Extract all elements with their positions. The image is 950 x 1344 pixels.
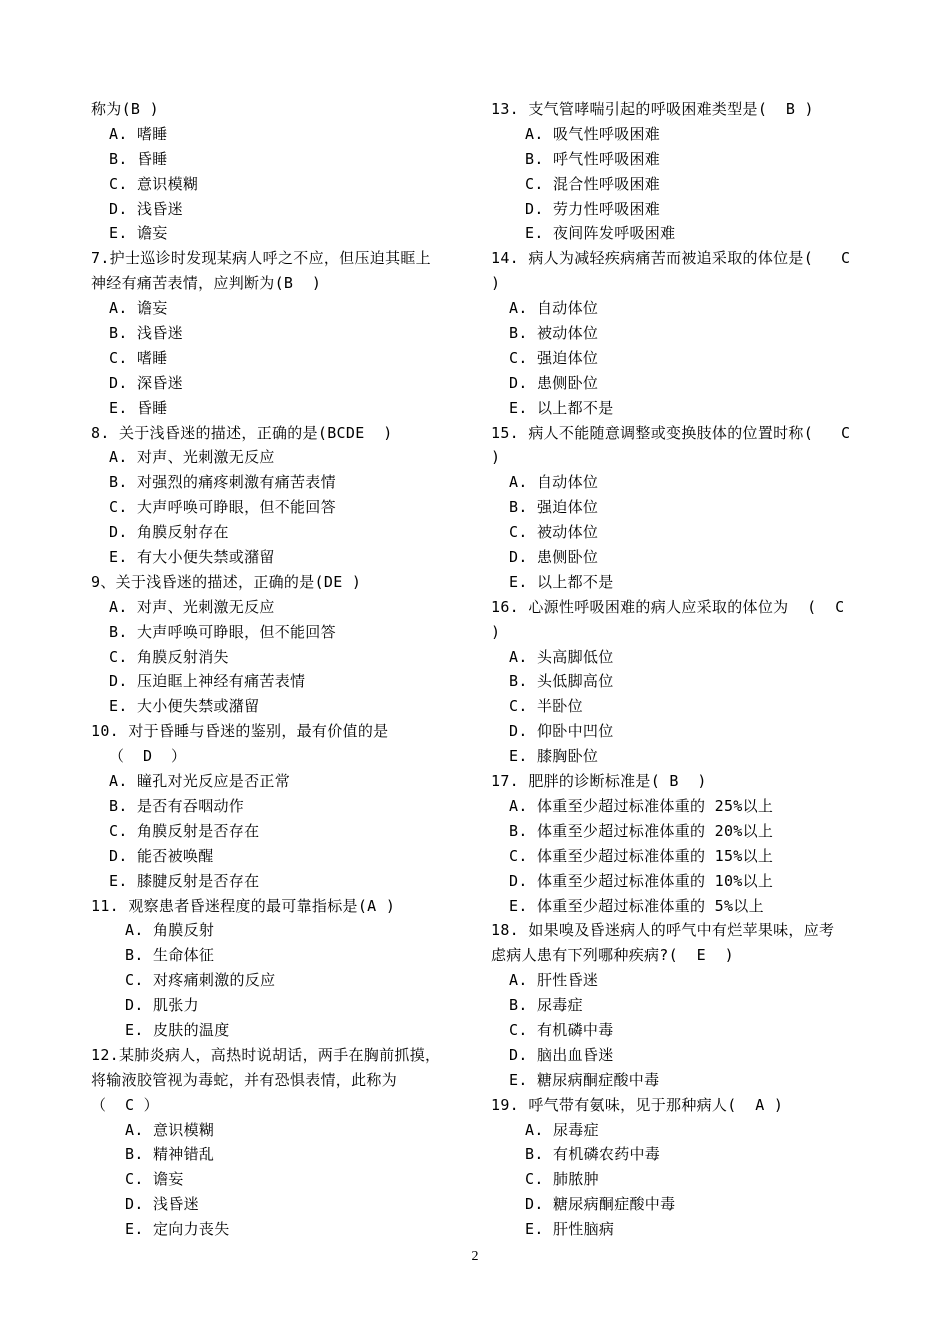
option-line: C. 角膜反射是否存在 [109,821,260,840]
question-line: 15. 病人不能随意调整或变换肢体的位置时称( C [491,423,851,442]
option-line: B. 强迫体位 [509,498,599,517]
option-line: A. 对声、光刺激无反应 [109,448,275,467]
question-line: 13. 支气管哮喘引起的呼吸困难类型是( B ) [491,100,814,118]
question-line: ) [491,274,501,293]
option-line: C. 有机磷中毒 [509,1020,614,1039]
option-line: E. 大小便失禁或潴留 [109,697,260,716]
option-line: C. 半卧位 [509,697,583,716]
question-line: 12.某肺炎病人，高热时说胡话，两手在胸前抓摸， [91,1045,441,1064]
option-line: C. 对疼痛刺激的反应 [125,971,276,990]
option-line: A. 角膜反射 [125,921,215,940]
option-line: C. 谵妄 [125,1170,184,1189]
option-line: D. 脑出血昏迷 [509,1045,614,1064]
option-line: B. 对强烈的痛疼刺激有痛苦表情 [109,473,336,492]
question-line: 7.护士巡诊时发现某病人呼之不应，但压迫其眶上 [91,249,431,268]
option-line: E. 夜间阵发呼吸困难 [525,224,676,243]
option-line: D. 能否被唤醒 [109,846,214,865]
question-line: 18. 如果嗅及昏迷病人的呼气中有烂苹果味，应考 [491,921,835,940]
option-line: B. 生命体征 [125,946,215,965]
option-line: B. 被动体位 [509,324,599,343]
question-line: 9、关于浅昏迷的描述，正确的是(DE ) [91,572,362,591]
option-line: A. 头高脚低位 [509,647,614,666]
page-number: 2 [471,1249,479,1264]
option-line: B. 浅昏迷 [109,324,183,343]
option-line: D. 患侧卧位 [509,373,599,392]
question-line: 11. 观察患者昏迷程度的最可靠指标是(A ) [91,896,396,915]
right-column [491,97,871,1242]
question-line: 8. 关于浅昏迷的描述，正确的是(BCDE ) [91,423,393,442]
option-line: A. 肝性昏迷 [509,971,599,990]
question-line: 称为(B ) [91,100,159,118]
option-line: C. 被动体位 [509,523,599,542]
option-line: B. 呼气性呼吸困难 [525,149,661,168]
option-line: D. 角膜反射存在 [109,523,229,542]
question-line: ) [491,622,501,641]
option-line: B. 昏睡 [109,149,168,168]
question-line: 虑病人患有下列哪种疾病?( E ) [491,946,734,965]
option-line: B. 大声呼唤可睁眼，但不能回答 [109,622,336,641]
option-line: B. 是否有吞咽动作 [109,796,245,815]
option-line: A. 吸气性呼吸困难 [525,124,661,143]
option-line: D. 浅昏迷 [125,1195,199,1214]
option-line: D. 压迫眶上神经有痛苦表情 [109,672,306,691]
option-line: D. 肌张力 [125,996,199,1015]
option-line: A. 意识模糊 [125,1120,215,1139]
option-line: E. 体重至少超过标准体重的 5%以上 [509,896,764,915]
option-line: C. 角膜反射消失 [109,647,229,666]
option-line: D. 仰卧中凹位 [509,722,614,741]
option-line: （ D ） [109,747,187,766]
option-line: C. 肺脓肿 [525,1170,599,1189]
option-line: C. 强迫体位 [509,348,599,367]
option-line: A. 自动体位 [509,299,599,318]
question-line: 10. 对于昏睡与昏迷的鉴别，最有价值的是 [91,722,389,741]
option-line: B. 头低脚高位 [509,672,614,691]
option-line: E. 定向力丧失 [125,1220,230,1239]
left-column [91,97,471,1242]
option-line: D. 深昏迷 [109,373,183,392]
option-line: E. 膝胸卧位 [509,747,599,766]
option-line: A. 对声、光刺激无反应 [109,597,275,616]
option-line: E. 昏睡 [109,398,168,417]
option-line: A. 谵妄 [109,299,168,318]
question-line: 17. 肥胖的诊断标准是( B ) [491,772,707,791]
question-line: （ C ） [91,1095,159,1114]
option-line: B. 精神错乱 [125,1145,215,1164]
option-line: C. 大声呼唤可睁眼，但不能回答 [109,498,336,517]
option-line: D. 糖尿病酮症酸中毒 [525,1195,676,1214]
option-line: C. 混合性呼吸困难 [525,174,661,193]
question-line: ) [491,448,501,467]
question-line: 16. 心源性呼吸困难的病人应采取的体位为 ( C [491,597,845,616]
option-line: A. 体重至少超过标准体重的 25%以上 [509,796,774,815]
option-line: B. 尿毒症 [509,996,583,1015]
option-line: D. 体重至少超过标准体重的 10%以上 [509,871,774,890]
question-line: 将输液胶管视为毒蛇，并有恐惧表情，此称为 [91,1070,398,1089]
option-line: E. 有大小便失禁或潴留 [109,548,275,567]
option-line: C. 体重至少超过标准体重的 15%以上 [509,846,774,865]
option-line: B. 有机磷农药中毒 [525,1145,661,1164]
option-line: B. 体重至少超过标准体重的 20%以上 [509,821,774,840]
option-line: D. 患侧卧位 [509,548,599,567]
question-line: 14. 病人为减轻疾病痛苦而被追采取的体位是( C [491,249,851,268]
option-line: A. 瞳孔对光反应是否正常 [109,772,290,791]
option-line: E. 以上都不是 [509,398,614,417]
option-line: A. 自动体位 [509,473,599,492]
option-line: C. 嗜睡 [109,348,168,367]
option-line: A. 嗜睡 [109,124,168,143]
option-line: D. 浅昏迷 [109,199,183,218]
option-line: E. 肝性脑病 [525,1220,615,1239]
option-line: E. 膝腱反射是否存在 [109,871,260,890]
option-line: E. 谵妄 [109,224,168,243]
option-line: E. 糖尿病酮症酸中毒 [509,1070,660,1089]
option-line: E. 皮肤的温度 [125,1020,230,1039]
option-line: C. 意识模糊 [109,174,199,193]
option-line: A. 尿毒症 [525,1120,599,1139]
question-line: 19. 呼气带有氨味，见于那种病人( A ) [491,1095,784,1114]
question-line: 神经有痛苦表情，应判断为(B ) [91,274,322,293]
option-line: D. 劳力性呼吸困难 [525,199,661,218]
option-line: E. 以上都不是 [509,572,614,591]
